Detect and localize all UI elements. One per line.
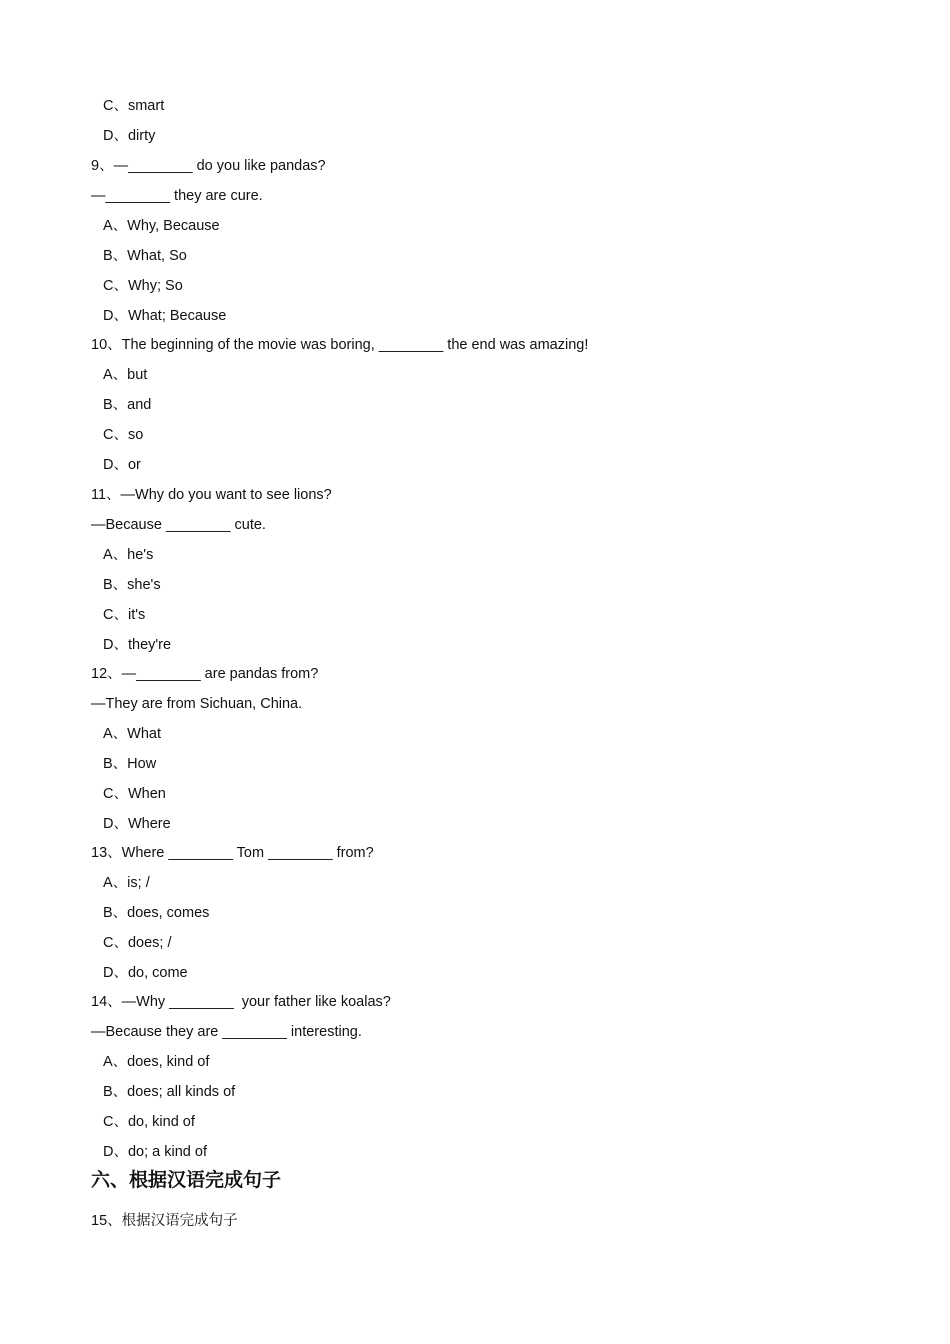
question-14-reply: —Because they are ________ interesting. (91, 1024, 362, 1040)
option-10d: D、or (103, 457, 141, 473)
question-9-reply: —________ they are cure. (91, 188, 263, 204)
option-12b: B、How (103, 756, 157, 772)
question-11-reply: —Because ________ cute. (91, 517, 266, 533)
option-10a: A、but (103, 367, 148, 383)
option-11d: D、they're (103, 637, 172, 653)
option-9b: B、What, So (103, 248, 187, 264)
option-14c: C、do, kind of (103, 1114, 195, 1130)
section-heading: 六、根据汉语完成句子 (91, 1170, 282, 1191)
option-11c: C、it's (103, 607, 146, 623)
option-12c: C、When (103, 786, 166, 802)
question-12: 12、—________ are pandas from? (91, 666, 319, 682)
question-9: 9、—________ do you like pandas? (91, 158, 326, 174)
option-9d: D、What; Because (103, 308, 227, 324)
option-10c: C、so (103, 427, 144, 443)
option-10b: B、and (103, 397, 152, 413)
option-13d: D、do, come (103, 965, 188, 981)
option-8c: C、smart (103, 98, 165, 114)
option-14b: B、does; all kinds of (103, 1084, 236, 1100)
option-14d: D、do; a kind of (103, 1144, 207, 1160)
option-13a: A、is; / (103, 875, 150, 891)
question-15: 15、根据汉语完成句子 (91, 1213, 238, 1229)
option-12d: D、Where (103, 816, 171, 832)
option-13c: C、does; / (103, 935, 172, 951)
option-13b: B、does, comes (103, 905, 210, 921)
question-10: 10、The beginning of the movie was boring, ________ the end was amazing! (91, 337, 589, 353)
question-12-reply: —They are from Sichuan, China. (91, 696, 303, 712)
option-12a: A、What (103, 726, 162, 742)
option-9c: C、Why; So (103, 278, 183, 294)
question-14: 14、—Why ________ your father like koalas? (91, 994, 391, 1010)
option-11b: B、she's (103, 577, 161, 593)
question-13: 13、Where ________ Tom ________ from? (91, 845, 374, 861)
option-8d: D、dirty (103, 128, 156, 144)
option-9a: A、Why, Because (103, 218, 220, 234)
option-11a: A、he's (103, 547, 154, 563)
option-14a: A、does, kind of (103, 1054, 210, 1070)
question-11: 11、—Why do you want to see lions? (91, 487, 332, 503)
